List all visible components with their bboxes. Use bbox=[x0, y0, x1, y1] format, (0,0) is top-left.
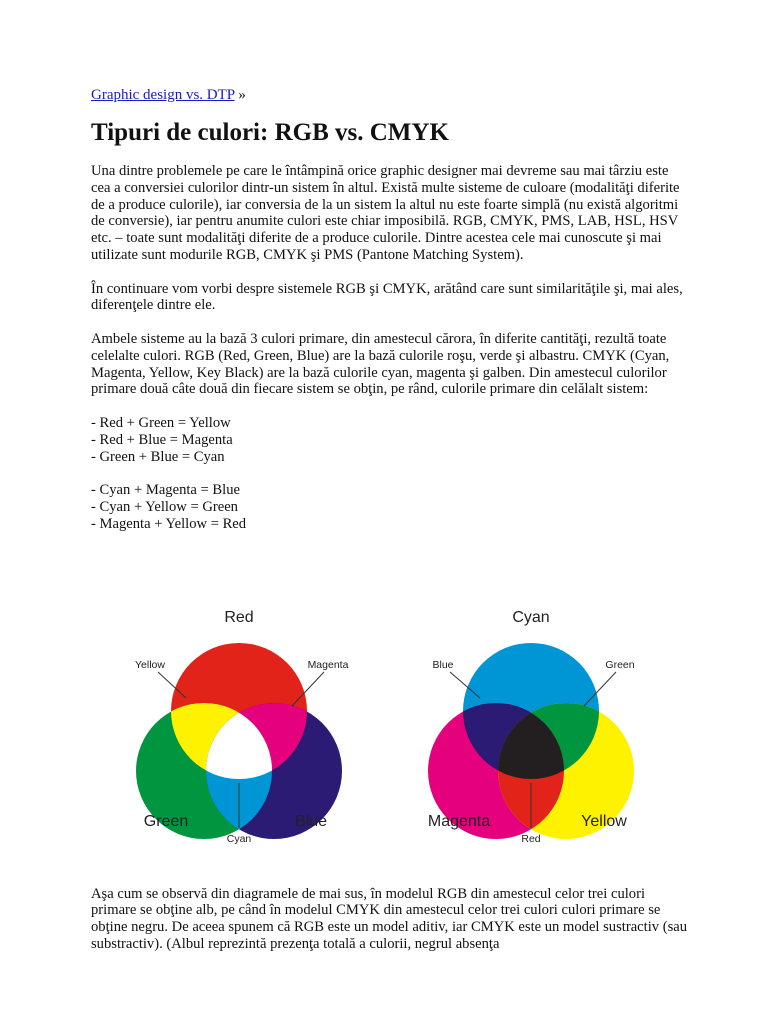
article-body bbox=[91, 163, 691, 549]
color-diagrams bbox=[128, 600, 648, 860]
page-title: Tipuri de culori: RGB vs. CMYK bbox=[91, 119, 449, 146]
label-yellow: Yellow bbox=[135, 659, 165, 671]
rgb-mix-list bbox=[91, 415, 691, 465]
label-blue: Blue bbox=[432, 659, 454, 671]
paragraph-continue: În continuare vom vorbi despre sistemele RGB şi CMYK, arătând care sunt similarităţile şi, mai ales, diferenţele dintre ele. bbox=[91, 280, 683, 314]
label-cyan: Cyan bbox=[226, 833, 252, 845]
cmyk-diagram bbox=[428, 609, 635, 845]
breadcrumb-separator: » bbox=[238, 87, 246, 103]
list-item: - Red + Green = Yellow bbox=[91, 414, 231, 431]
breadcrumb bbox=[91, 86, 246, 104]
breadcrumb-link[interactable]: Graphic design vs. DTP bbox=[91, 87, 235, 103]
label-cyan: Cyan bbox=[512, 609, 550, 626]
list-item: - Cyan + Yellow = Green bbox=[91, 498, 238, 515]
label-magenta: Magenta bbox=[427, 813, 491, 830]
label-blue: Blue bbox=[294, 813, 328, 830]
label-magenta: Magenta bbox=[307, 659, 349, 671]
paragraph-conclusion: Aşa cum se observă din diagramele de mai sus, în modelul RGB din amestecul celor trei culori primare se obţine alb, pe când în modelul CMYK din amestecul celor trei culori culori primare se obţine negru. De aceea spunem că RGB este un model aditiv, iar CMYK este un model sustractiv (sau substractiv). (Albul reprezintă prezenţa totală a culorii, negrul absenţa bbox=[91, 885, 688, 952]
list-item: - Red + Blue = Magenta bbox=[91, 431, 233, 448]
paragraph-primaries: Ambele sisteme au la bază 3 culori primare, din amestecul cărora, în diferite cantităţi, rezultă toate celelalte culori. RGB (Red, Green, Blue) are la bază culorile roşu, verde şi albastru. CMYK (Cyan, Magenta, Yellow, Key Black) are la bază culorile cyan, magenta şi galben. Din amestecul culorilor primare două câte două din fiecare sistem se obţin, pe rând, culorile primare din celălalt sistem: bbox=[91, 330, 670, 398]
color-diagrams-svg bbox=[128, 600, 648, 860]
cmyk-mix-list bbox=[91, 482, 691, 532]
paragraph-intro: Una dintre problemele pe care le întâmpină orice graphic designer mai devreme sau mai târziu este cea a conversiei culorilor dintr-un sistem în altul. Există multe sisteme de culoare (modalităţi diferite de a produce culorile), iar conversia de la un sistem la altul nu este foarte simplă (nu există algoritmi de conversie), iar pentru anumite culori este chiar imposibilă. RGB, CMYK, PMS, LAB, HSL, HSV etc. – toate sunt modalităţi diferite de a produce culorile. Dintre acestea cele mai cunoscute şi mai utilizate sunt modurile RGB, CMYK şi PMS (Pantone Matching System). bbox=[91, 163, 680, 263]
list-item: - Green + Blue = Cyan bbox=[91, 448, 225, 465]
label-yellow: Yellow bbox=[581, 813, 627, 830]
label-red: Red bbox=[521, 833, 541, 845]
label-green: Green bbox=[605, 659, 635, 671]
list-item: - Cyan + Magenta = Blue bbox=[91, 482, 240, 499]
label-green: Green bbox=[143, 813, 189, 830]
list-item: - Magenta + Yellow = Red bbox=[91, 515, 247, 532]
label-red: Red bbox=[224, 609, 254, 626]
rgb-diagram bbox=[135, 609, 349, 845]
